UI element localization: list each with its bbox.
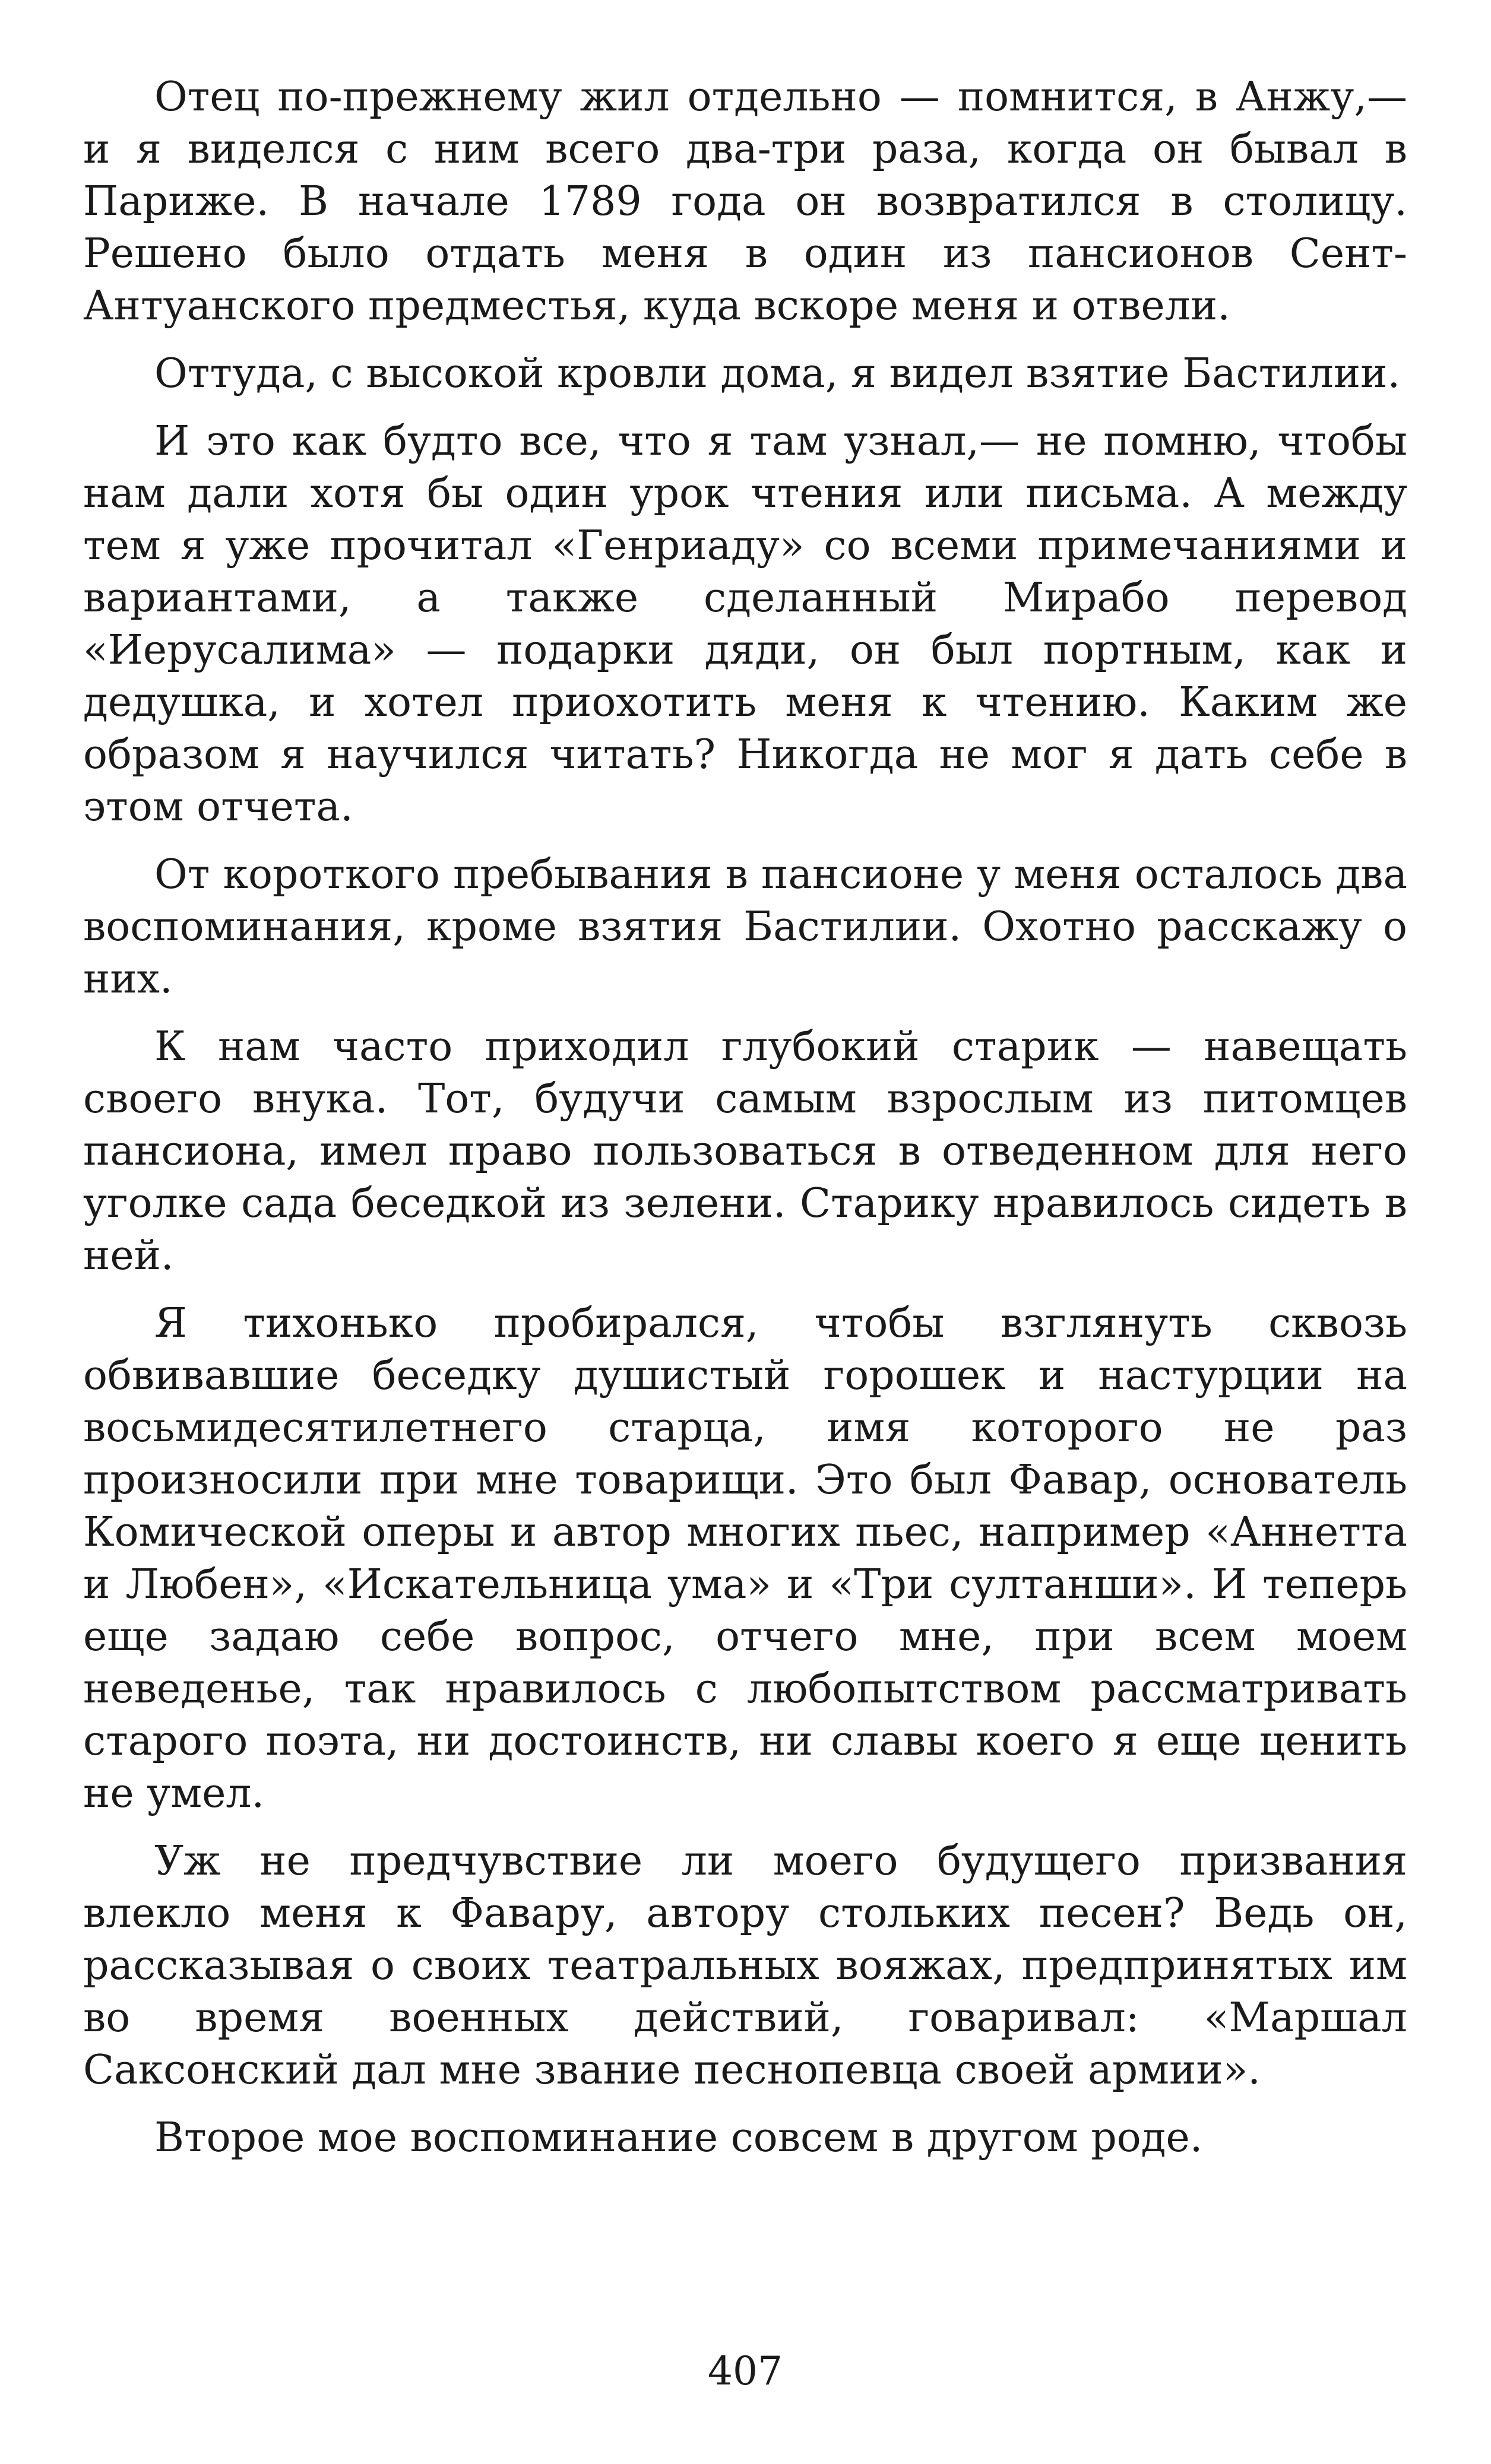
paragraph-5: К нам часто приходил глубокий старик — навещать своего внука. Тот, будучи самым взрослым из питомцев пансиона, имел право пользоваться в отведенном для него уголке сада беседкой из зелени. Старику нравилось сидеть в ней.: [83, 1023, 1407, 1279]
paragraph-7: Уж не предчувствие ли моего будущего призвания влекло меня к Фавару, автору стольких песен? Ведь он, рассказывая о своих театральных вояжах, предпринятых им во время военных действий, говаривал: «Маршал Саксонский дал мне звание песнопевца своей армии».: [83, 1838, 1407, 2094]
paragraph-8: Второе мое воспоминание совсем в другом роде.: [154, 2114, 1203, 2161]
paragraph-4: От короткого пребывания в пансионе у меня осталось два воспоминания, кроме взятия Бастилии. Охотно расскажу о них.: [83, 851, 1407, 1003]
book-page: [83, 71, 1407, 2422]
paragraph-3: И это как будто все, что я там узнал,— не помню, чтобы нам дали хотя бы один урок чтения или письма. А между тем я уже прочитал «Генриаду» со всеми примечаниями и вариантами, а также сделанный Мирабо перевод «Иерусалима» — подарки дяди, он был портным, как и дедушка, и хотел приохотить меня к чтению. Каким же образом я научился читать? Никогда не мог я дать себе в этом отчета.: [83, 418, 1407, 830]
body-text: [83, 71, 1407, 2164]
paragraph-6: Я тихонько пробирался, чтобы взглянуть сквозь обвивавшие беседку душистый горошек и настурции на восьмидесятилетнего старца, имя которого не раз произносили при мне товарищи. Это был Фавар, основатель Комической оперы и автор многих пьес, например «Аннетта и Любен», «Искательница ума» и «Три султанши». И теперь еще задаю себе вопрос, отчего мне, при всем моем неведенье, так нравилось с любопытством рассматривать старого поэта, ни достоинств, ни славы коего я еще ценить не умел.: [83, 1300, 1407, 1817]
paragraph-2: Оттуда, с высокой кровли дома, я видел взятие Бастилии.: [154, 350, 1401, 397]
paragraph-1: Отец по-прежнему жил отдельно — помнится, в Анжу,— и я виделся с ним всего два-три раза, когда он бывал в Париже. В начале 1789 года он возвратился в столицу. Решено было отдать меня в один из пансионов Сент-Антуанского предместья, куда вскоре меня и отвели.: [83, 74, 1407, 329]
page-number: 407: [708, 2348, 783, 2394]
